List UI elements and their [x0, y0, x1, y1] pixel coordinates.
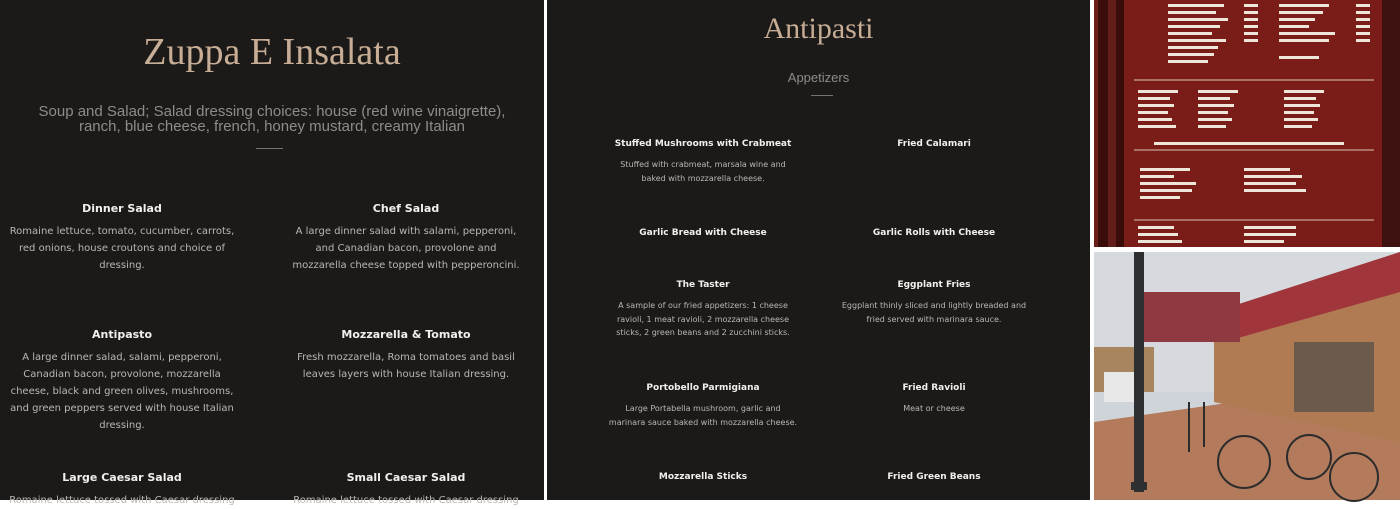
menu-item-fried-green-beans — [839, 472, 1029, 491]
menu-item-desc: A large dinner salad, salami, pepperoni, Canadian bacon, provolone, mozzarella cheese, black and green olives, mushrooms, and green peppers served with house Italian dressing. — [10, 352, 234, 431]
menu-item-name: Eggplant Fries — [897, 280, 971, 290]
menu-item-portobello-parmigiana — [608, 383, 798, 429]
menu-item-name: Garlic Bread with Cheese — [639, 228, 767, 238]
menu-item-antipasto — [7, 328, 237, 434]
menu-item-desc: Stuffed with crabmeat, marsala wine and baked with mozzarella cheese. — [620, 160, 786, 183]
menu-item-name: Portobello Parmigiana — [646, 383, 760, 393]
zuppa-panel — [0, 0, 544, 506]
menu-item-desc: Large Portabella mushroom, garlic and marinara sauce baked with mozzarella cheese. — [608, 404, 798, 427]
menu-item-name: Large Caesar Salad — [62, 471, 182, 484]
antipasti-subtitle: Appetizers — [787, 70, 850, 85]
menu-item-mozzarella-tomato — [291, 328, 521, 383]
storefront-image — [1094, 252, 1400, 500]
menu-item-desc: Romaine lettuce tossed with Caesar dressing — [9, 495, 235, 506]
storefront-photo[interactable] — [1094, 252, 1400, 500]
menu-item-desc: Fresh mozzarella, Roma tomatoes and basil leaves layers with house Italian dressing. — [297, 352, 515, 380]
menu-item-desc: A large dinner salad with salami, pepperoni, and Canadian bacon, provolone and mozzarella cheese topped with pepperoncini. — [292, 226, 520, 271]
menu-item-name: Fried Green Beans — [887, 472, 981, 482]
menu-item-eggplant-fries — [839, 280, 1029, 326]
menu-item-garlic-bread — [608, 228, 798, 247]
menu-item-name: Fried Ravioli — [902, 383, 966, 393]
menu-item-desc: Meat or cheese — [903, 404, 965, 413]
menu-item-name: Garlic Rolls with Cheese — [872, 228, 996, 238]
menu-item-name: Chef Salad — [372, 202, 440, 215]
menu-board-image — [1094, 0, 1400, 247]
menu-item-desc: A sample of our fried appetizers: 1 cheese ravioli, 1 meat ravioli, 2 mozzarella cheese sticks, 2 green beans and 2 zucchini sticks. — [616, 301, 790, 337]
menu-item-stuffed-mushrooms — [608, 139, 798, 185]
menu-item-name: The Taster — [676, 280, 730, 290]
menu-item-small-caesar — [291, 471, 521, 509]
menu-item-name: Mozzarella & Tomato — [341, 328, 471, 341]
menu-item-name: Stuffed Mushrooms with Crabmeat — [614, 139, 792, 149]
menu-item-name: Antipasto — [91, 328, 153, 341]
zuppa-subtitle: Soup and Salad; Salad dressing choices: house (red wine vinaigrette), ranch, blue cheese, french, honey mustard, creamy Italian — [38, 103, 506, 135]
antipasti-divider — [811, 95, 833, 96]
menu-item-name: Small Caesar Salad — [346, 471, 466, 484]
menu-item-desc: Romaine lettuce tossed with Caesar dressing — [293, 495, 519, 506]
menu-item-fried-ravioli — [839, 383, 1029, 416]
antipasti-panel — [547, 0, 1090, 500]
menu-board-photo[interactable] — [1094, 0, 1400, 247]
menu-item-fried-calamari — [839, 139, 1029, 158]
menu-item-the-taster — [608, 280, 798, 340]
zuppa-title: Zuppa E Insalata — [143, 31, 401, 73]
zuppa-divider — [256, 148, 283, 149]
menu-item-name: Mozzarella Sticks — [658, 472, 748, 482]
menu-item-name: Fried Calamari — [897, 139, 971, 149]
menu-item-desc: Eggplant thinly sliced and lightly breaded and fried served with marinara sauce. — [841, 301, 1027, 324]
menu-item-large-caesar — [7, 471, 237, 509]
menu-item-desc: Romaine lettuce, tomato, cucumber, carrots, red onions, house croutons and choice of dressing. — [9, 226, 235, 271]
menu-item-name: Dinner Salad — [82, 202, 162, 215]
menu-item-garlic-rolls — [839, 228, 1029, 247]
menu-item-dinner-salad — [7, 202, 237, 274]
menu-item-chef-salad — [291, 202, 521, 274]
menu-item-mozzarella-sticks — [608, 472, 798, 491]
antipasti-title: Antipasti — [763, 12, 874, 45]
